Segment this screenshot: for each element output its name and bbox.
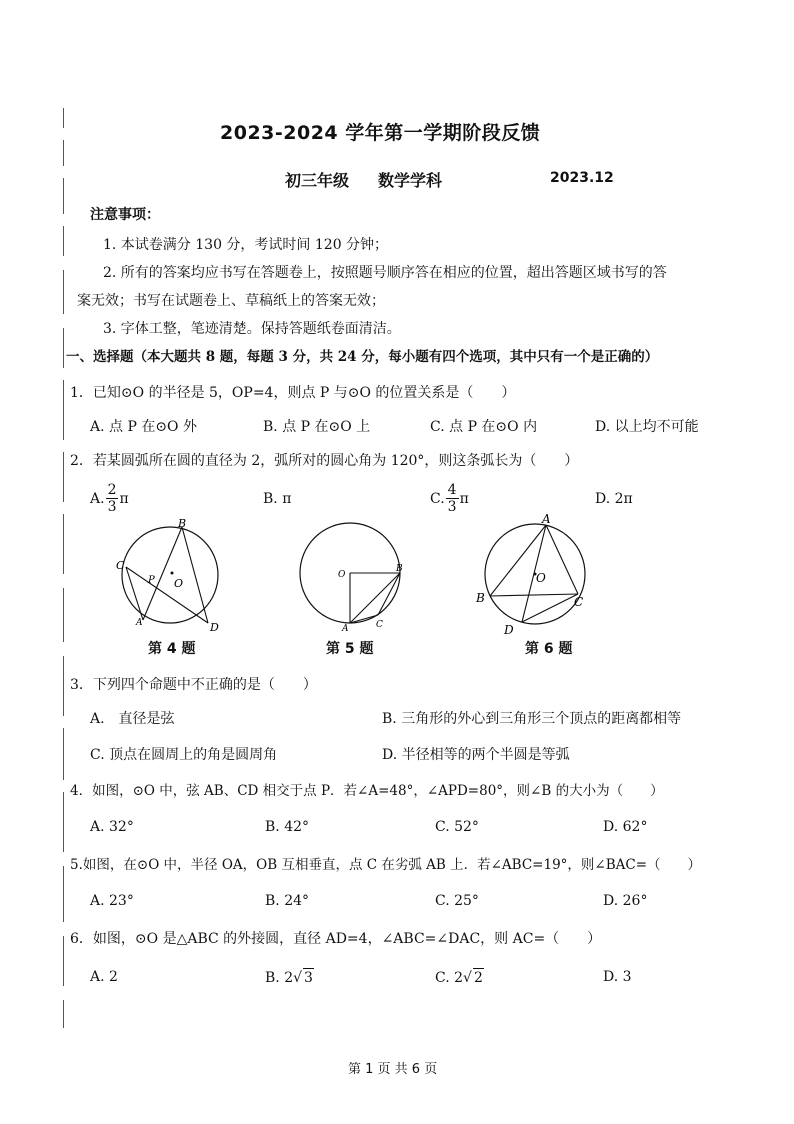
q3-option-b[interactable]: B. 三角形的外心到三角形三个顶点的距离都相等 <box>382 711 682 727</box>
figure-q5 <box>292 515 407 635</box>
q6-option-d[interactable]: D. 3 <box>603 969 632 985</box>
notice-item: 案无效；书写在试题卷上、草稿纸上的答案无效； <box>77 293 385 309</box>
figure-q4 <box>110 515 220 635</box>
pi-symbol: π <box>119 490 129 507</box>
question-3-stem: 3．下列四个命题中不正确的是（ ） <box>70 677 317 693</box>
fig6-label-a: A <box>542 512 551 526</box>
q2-option-b[interactable]: B. π <box>263 491 292 507</box>
fig6-label-c: C <box>574 595 584 609</box>
exam-title: 2023-2024 学年第一学期阶段反馈 <box>220 122 541 144</box>
q6-option-c-label: C. 2 <box>435 970 464 986</box>
q2-option-a-label: A. <box>90 490 105 507</box>
subject-label: 数学学科 <box>378 171 443 190</box>
notice-item: 3. 字体工整，笔迹清楚。保持答题纸卷面清洁。 <box>103 321 401 337</box>
q4-option-c[interactable]: C. 52° <box>435 819 479 835</box>
fig5-label-c: C <box>376 620 383 630</box>
q3-option-d[interactable]: D. 半径相等的两个半圆是等弧 <box>382 747 570 763</box>
question-4-stem: 4．如图，⊙O 中，弦 AB、CD 相交于点 P．若∠A=48°，∠APD=80°，则∠B 的大小为（ ） <box>70 783 664 799</box>
fig4-label-d: D <box>210 621 219 634</box>
radicand: 3 <box>304 970 313 986</box>
q5-option-b[interactable]: B. 24° <box>265 893 310 909</box>
question-5-stem: 5.如图，在⊙O 中，半径 OA，OB 互相垂直，点 C 在劣弧 AB 上．若∠ABC=19°，则∠BAC=（ ） <box>70 857 702 873</box>
q2-option-a[interactable] <box>90 482 129 515</box>
figure-caption-q4: 第 4 题 <box>148 641 196 657</box>
q2-option-c[interactable] <box>430 482 469 515</box>
sqrt-sign: √ <box>463 970 472 986</box>
section-heading: 一、选择题（本大题共 8 题，每题 3 分，共 24 分，每小题有四个选项，其中只有一个是正确的） <box>66 349 659 365</box>
q3-option-a[interactable]: A. 直径是弦 <box>90 711 175 727</box>
exam-date: 2023.12 <box>550 170 614 186</box>
fig5-label-o: O <box>338 570 346 580</box>
fig5-label-b: B <box>396 564 403 574</box>
fraction: $\frac{2}{3}$ <box>107 482 117 515</box>
notice-item: 2. 所有的答案均应书写在答题卷上，按照题号顺序答在相应的位置，超出答题区域书写的答 <box>103 265 667 281</box>
q5-option-a[interactable]: A. 23° <box>90 893 134 909</box>
fig4-label-p: P <box>148 575 155 586</box>
q1-option-a[interactable]: A. 点 P 在⊙O 外 <box>90 419 197 435</box>
fraction: $\frac{4}{3}$ <box>447 482 457 515</box>
figure-caption-q5: 第 5 题 <box>326 641 374 657</box>
question-1-stem: 1．已知⊙O 的半径是 5，OP=4，则点 P 与⊙O 的位置关系是（ ） <box>70 385 516 401</box>
page-number: 第 1 页 共 6 页 <box>348 1062 438 1077</box>
q5-option-d[interactable]: D. 26° <box>603 893 648 909</box>
q6-option-b-label: B. 2 <box>265 970 294 986</box>
q2-option-c-label: C. <box>430 490 445 507</box>
figure-caption-q6: 第 6 题 <box>525 641 573 657</box>
sqrt-sign: √ <box>293 970 303 986</box>
fig6-label-o: O <box>536 571 546 585</box>
fig6-label-b: B <box>476 591 485 605</box>
fig4-label-c: C <box>116 559 125 572</box>
notice-heading: 注意事项： <box>90 207 160 223</box>
q1-option-b[interactable]: B. 点 P 在⊙O 上 <box>263 419 371 435</box>
q4-option-a[interactable]: A. 32° <box>90 819 134 835</box>
fig4-label-a: A <box>136 618 143 628</box>
figure-q6 <box>470 512 590 640</box>
notice-item: 1. 本试卷满分 130 分，考试时间 120 分钟； <box>103 237 389 253</box>
radicand: 2 <box>473 970 483 986</box>
q6-option-a[interactable]: A. 2 <box>90 969 118 985</box>
fig4-label-o: O <box>174 577 184 590</box>
question-6-stem: 6．如图，⊙O 是△ABC 的外接圆，直径 AD=4，∠ABC=∠DAC，则 AC=（ ） <box>70 931 602 947</box>
fig6-label-d: D <box>504 623 514 637</box>
q4-option-d[interactable]: D. 62° <box>603 819 648 835</box>
pi-symbol: π <box>459 490 469 507</box>
q1-option-d[interactable]: D. 以上均不可能 <box>595 419 699 435</box>
question-2-stem: 2．若某圆弧所在圆的直径为 2，弧所对的圆心角为 120°，则这条弧长为（ ） <box>70 453 579 469</box>
q4-option-b[interactable]: B. 42° <box>265 819 310 835</box>
q6-option-b[interactable] <box>265 968 314 987</box>
fig5-label-a: A <box>342 624 349 634</box>
q1-option-c[interactable]: C. 点 P 在⊙O 内 <box>430 419 538 435</box>
grade-label: 初三年级 <box>285 171 350 190</box>
q5-option-c[interactable]: C. 25° <box>435 893 479 909</box>
q3-option-c[interactable]: C. 顶点在圆周上的角是圆周角 <box>90 747 278 763</box>
q2-option-d[interactable]: D. 2π <box>595 491 633 507</box>
q6-option-c[interactable] <box>435 968 484 987</box>
fig4-label-b: B <box>178 517 187 530</box>
